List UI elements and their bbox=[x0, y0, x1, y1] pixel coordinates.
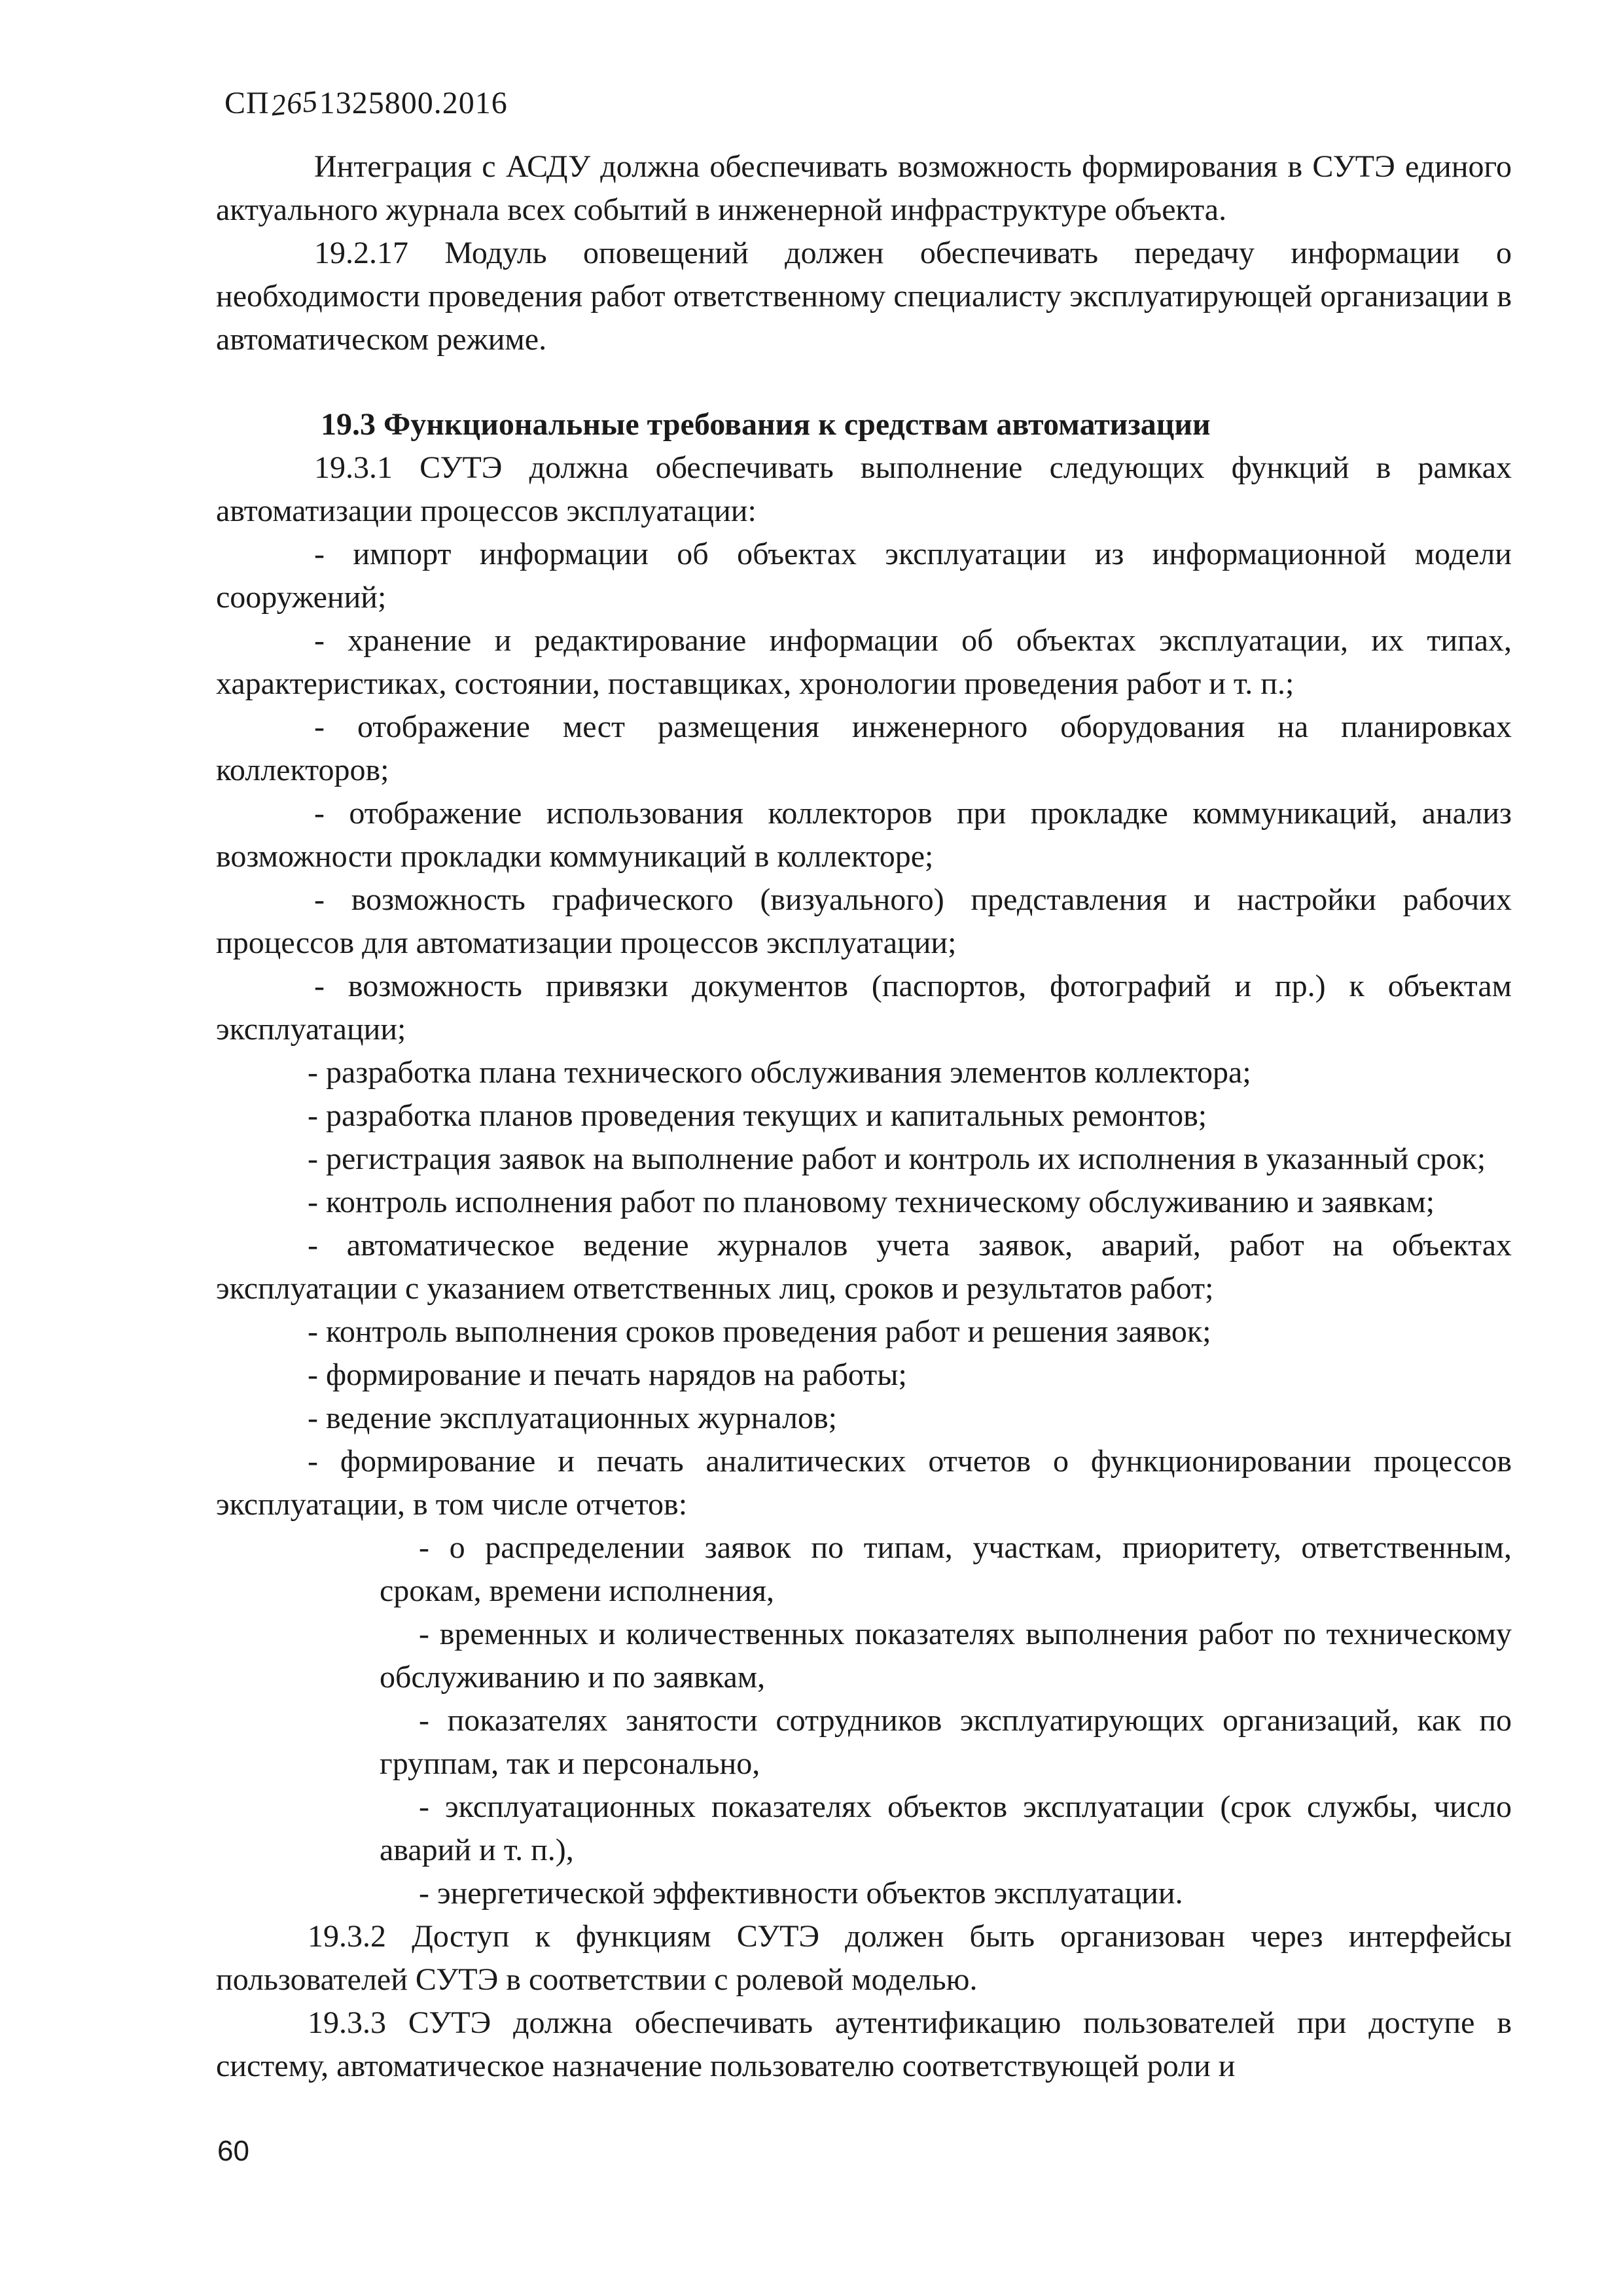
paragraph-19-3-2: 19.3.2 Доступ к функциям СУТЭ должен быть организован через интерфейсы пользователей СУТЭ в соответствии с ролевой моделью. bbox=[216, 1919, 1512, 1997]
list-item: - отображение использования коллекторов при прокладке коммуникаций, анализ возможности прокладки коммуникаций в коллекторе; bbox=[216, 796, 1512, 874]
paragraph-integration: Интеграция с АСДУ должна обеспечивать возможность формирования в СУТЭ единого актуального журнала всех событий в инженерной инфраструктуре объекта. bbox=[216, 149, 1512, 227]
list-item: - отображение мест размещения инженерного оборудования на планировках коллекторов; bbox=[216, 709, 1512, 787]
handwritten-number: 265 bbox=[269, 84, 320, 122]
list-item: - регистрация заявок на выполнение работ и контроль их исполнения в указанный срок; bbox=[308, 1141, 1486, 1176]
document-body bbox=[216, 145, 1512, 2088]
list-item: - контроль исполнения работ по плановому техническому обслуживанию и заявкам; bbox=[308, 1185, 1435, 1219]
section-heading-19-3: 19.3 Функциональные требования к средствам автоматизации bbox=[321, 407, 1211, 442]
list-item: - импорт информации об объектах эксплуатации из информационной модели сооружений; bbox=[216, 537, 1512, 615]
code-number: 1325800.2016 bbox=[319, 86, 508, 120]
sub-list-item: - временных и количественных показателях выполнения работ по техническому обслуживанию и по заявкам, bbox=[380, 1617, 1512, 1695]
list-item: - возможность графического (визуального) представления и настройки рабочих процессов для автоматизации процессов эксплуатации; bbox=[216, 882, 1512, 960]
paragraph-19-2-17: 19.2.17 Модуль оповещений должен обеспечивать передачу информации о необходимости проведения работ ответственному специалисту эксплуатирующей организации в автоматическом режиме. bbox=[216, 236, 1512, 357]
page-number: 60 bbox=[217, 2135, 249, 2167]
list-item: - контроль выполнения сроков проведения работ и решения заявок; bbox=[308, 1314, 1211, 1349]
sub-list-item: - о распределении заявок по типам, участкам, приоритету, ответственным, срокам, времени исполнения, bbox=[380, 1530, 1512, 1608]
list-item: - хранение и редактирование информации об объектах эксплуатации, их типах, характеристиках, состоянии, поставщиках, хронологии проведения работ и т. п.; bbox=[216, 623, 1512, 701]
document-code-header bbox=[224, 84, 508, 123]
sub-list-item: - эксплуатационных показателях объектов эксплуатации (срок службы, число аварий и т. п.), bbox=[380, 1789, 1512, 1867]
list-item: - возможность привязки документов (паспортов, фотографий и пр.) к объектам эксплуатации; bbox=[216, 969, 1512, 1047]
paragraph-19-3-1: 19.3.1 СУТЭ должна обеспечивать выполнение следующих функций в рамках автоматизации процессов эксплуатации: bbox=[216, 450, 1512, 528]
list-item: - формирование и печать нарядов на работы; bbox=[308, 1357, 907, 1392]
list-item: - разработка плана технического обслуживания элементов коллектора; bbox=[308, 1055, 1251, 1090]
spacer bbox=[216, 361, 1512, 403]
list-item: - автоматическое ведение журналов учета заявок, аварий, работ на объектах эксплуатации с указанием ответственных лиц, сроков и результатов работ; bbox=[216, 1228, 1512, 1306]
paragraph-19-3-3: 19.3.3 СУТЭ должна обеспечивать аутентификацию пользователей при доступе в систему, автоматическое назначение пользователю соответствующей роли и bbox=[216, 2005, 1512, 2083]
sub-list-item: - показателях занятости сотрудников эксплуатирующих организаций, как по группам, так и персонально, bbox=[380, 1703, 1512, 1781]
list-item: - ведение эксплуатационных журналов; bbox=[308, 1401, 837, 1435]
list-item: - разработка планов проведения текущих и капитальных ремонтов; bbox=[308, 1098, 1207, 1133]
sub-list-item: - энергетической эффективности объектов эксплуатации. bbox=[419, 1876, 1183, 1910]
code-prefix: СП bbox=[224, 86, 270, 120]
list-item: - формирование и печать аналитических отчетов о функционировании процессов эксплуатации, в том числе отчетов: bbox=[216, 1444, 1512, 1522]
